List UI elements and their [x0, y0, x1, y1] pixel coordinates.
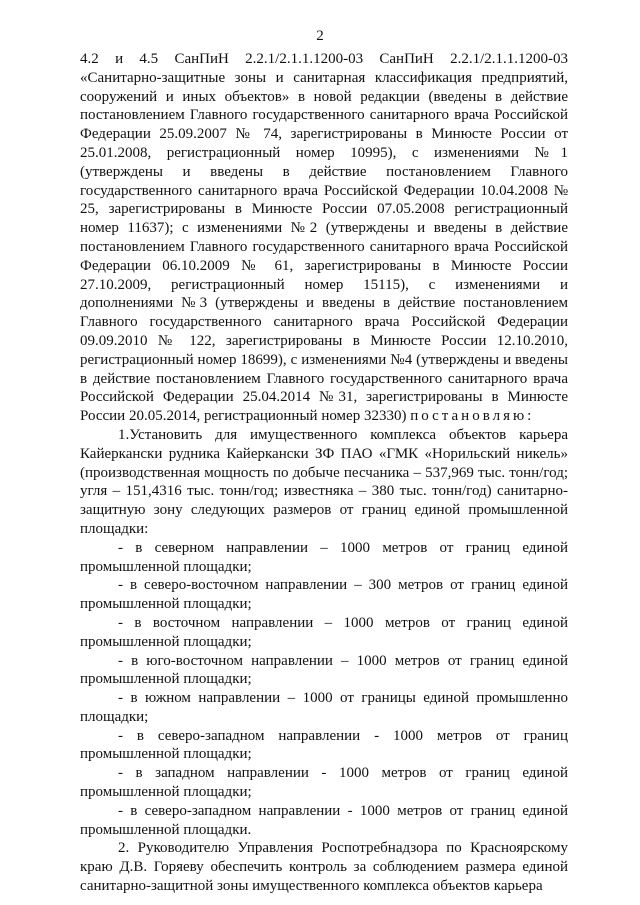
direction-item: - в западном направлении - 1000 метров от границ единой промышленной площадки; [80, 765, 568, 801]
document-body [80, 50, 568, 896]
direction-item: - в северо-восточном направлении – 300 метров от границ единой промышленной площадки; [80, 577, 568, 613]
point-1-paragraph: 1.Установить для имущественного комплекса объектов карьера Кайеркански рудника Кайеркански ЗФ ПАО «ГМК «Норильский никель» (производственная мощность по добыче песчаника – 537,969 тыс. тонн/год; угля – 151,4316 тыс. тонн/год; известняка – 380 тыс. тонн/год) санитарно-защитную зону следующих размеров от границ единой промышленной площадки: [80, 426, 568, 537]
resolution-word: постановляю: [410, 408, 535, 425]
direction-item: - в северном направлении – 1000 метров от границ единой промышленной площадки; [80, 539, 568, 575]
direction-item: - в северо-западном направлении - 1000 метров от границ единой промышленной площадки. [80, 802, 568, 838]
page-number: 2 [316, 28, 324, 44]
direction-item: - в восточном направлении – 1000 метров от границ единой промышленной площадки; [80, 614, 568, 650]
direction-item: - в северо-западном направлении - 1000 метров от границ промышленной площадки; [80, 727, 568, 763]
intro-paragraph [80, 50, 568, 426]
direction-item: - в юго-восточном направлении – 1000 метров от границ единой промышленной площадки; [80, 652, 568, 688]
direction-item: - в южном направлении – 1000 от границы единой промышленно площадки; [80, 690, 568, 725]
point-2-paragraph: 2. Руководителю Управления Роспотребнадзора по Красноярскому краю Д.В. Горяеву обеспечить контроль за соблюдением размера единой санитарно-защитной зоны имущественного комплекса объектов карьера [80, 840, 568, 895]
intro-text: 4.2 и 4.5 СанПиН 2.2.1/2.1.1.1200-03 СанПиН 2.2.1/2.1.1.1200-03 «Санитарно-защитные зоны и санитарная классификация предприятий, сооружений и иных объектов» в новой редакции (введены в действие постановлением Главного государственного санитарного врача Российской Федерации 25.09.2007 № 74, зарегистрированы в Минюсте России от 25.01.2008, регистрационный номер 10995), с изменениями №1 (утверждены и введены в действие постановлением Главного государственного санитарного врача Российской Федерации 10.04.2008 № 25, зарегистрированы в Минюсте России 07.05.2008 регистрационный номер 11637); с изменениями №2 (утверждены и введены в действие постановлением Главного государственного санитарного врача Российской Федерации 06.10.2009 № 61, зарегистрированы в Минюсте России 27.10.2009, регистрационный номер 15115), с изменениями и дополнениями №3 (утверждены и введены в действие постановлением Главного государственного санитарного врача Российской Федерации 09.09.2010 № 122, зарегистрированы в Минюсте России 12.10.2010, регистрационный номер 18699), с изменениями №4 (утверждены и введены в действие постановлением Главного государственного санитарного врача Российской Федерации 25.04.2014 №31, зарегистрированы в Минюсте России 20.05.2014, регистрационный номер 32330) [80, 51, 568, 425]
